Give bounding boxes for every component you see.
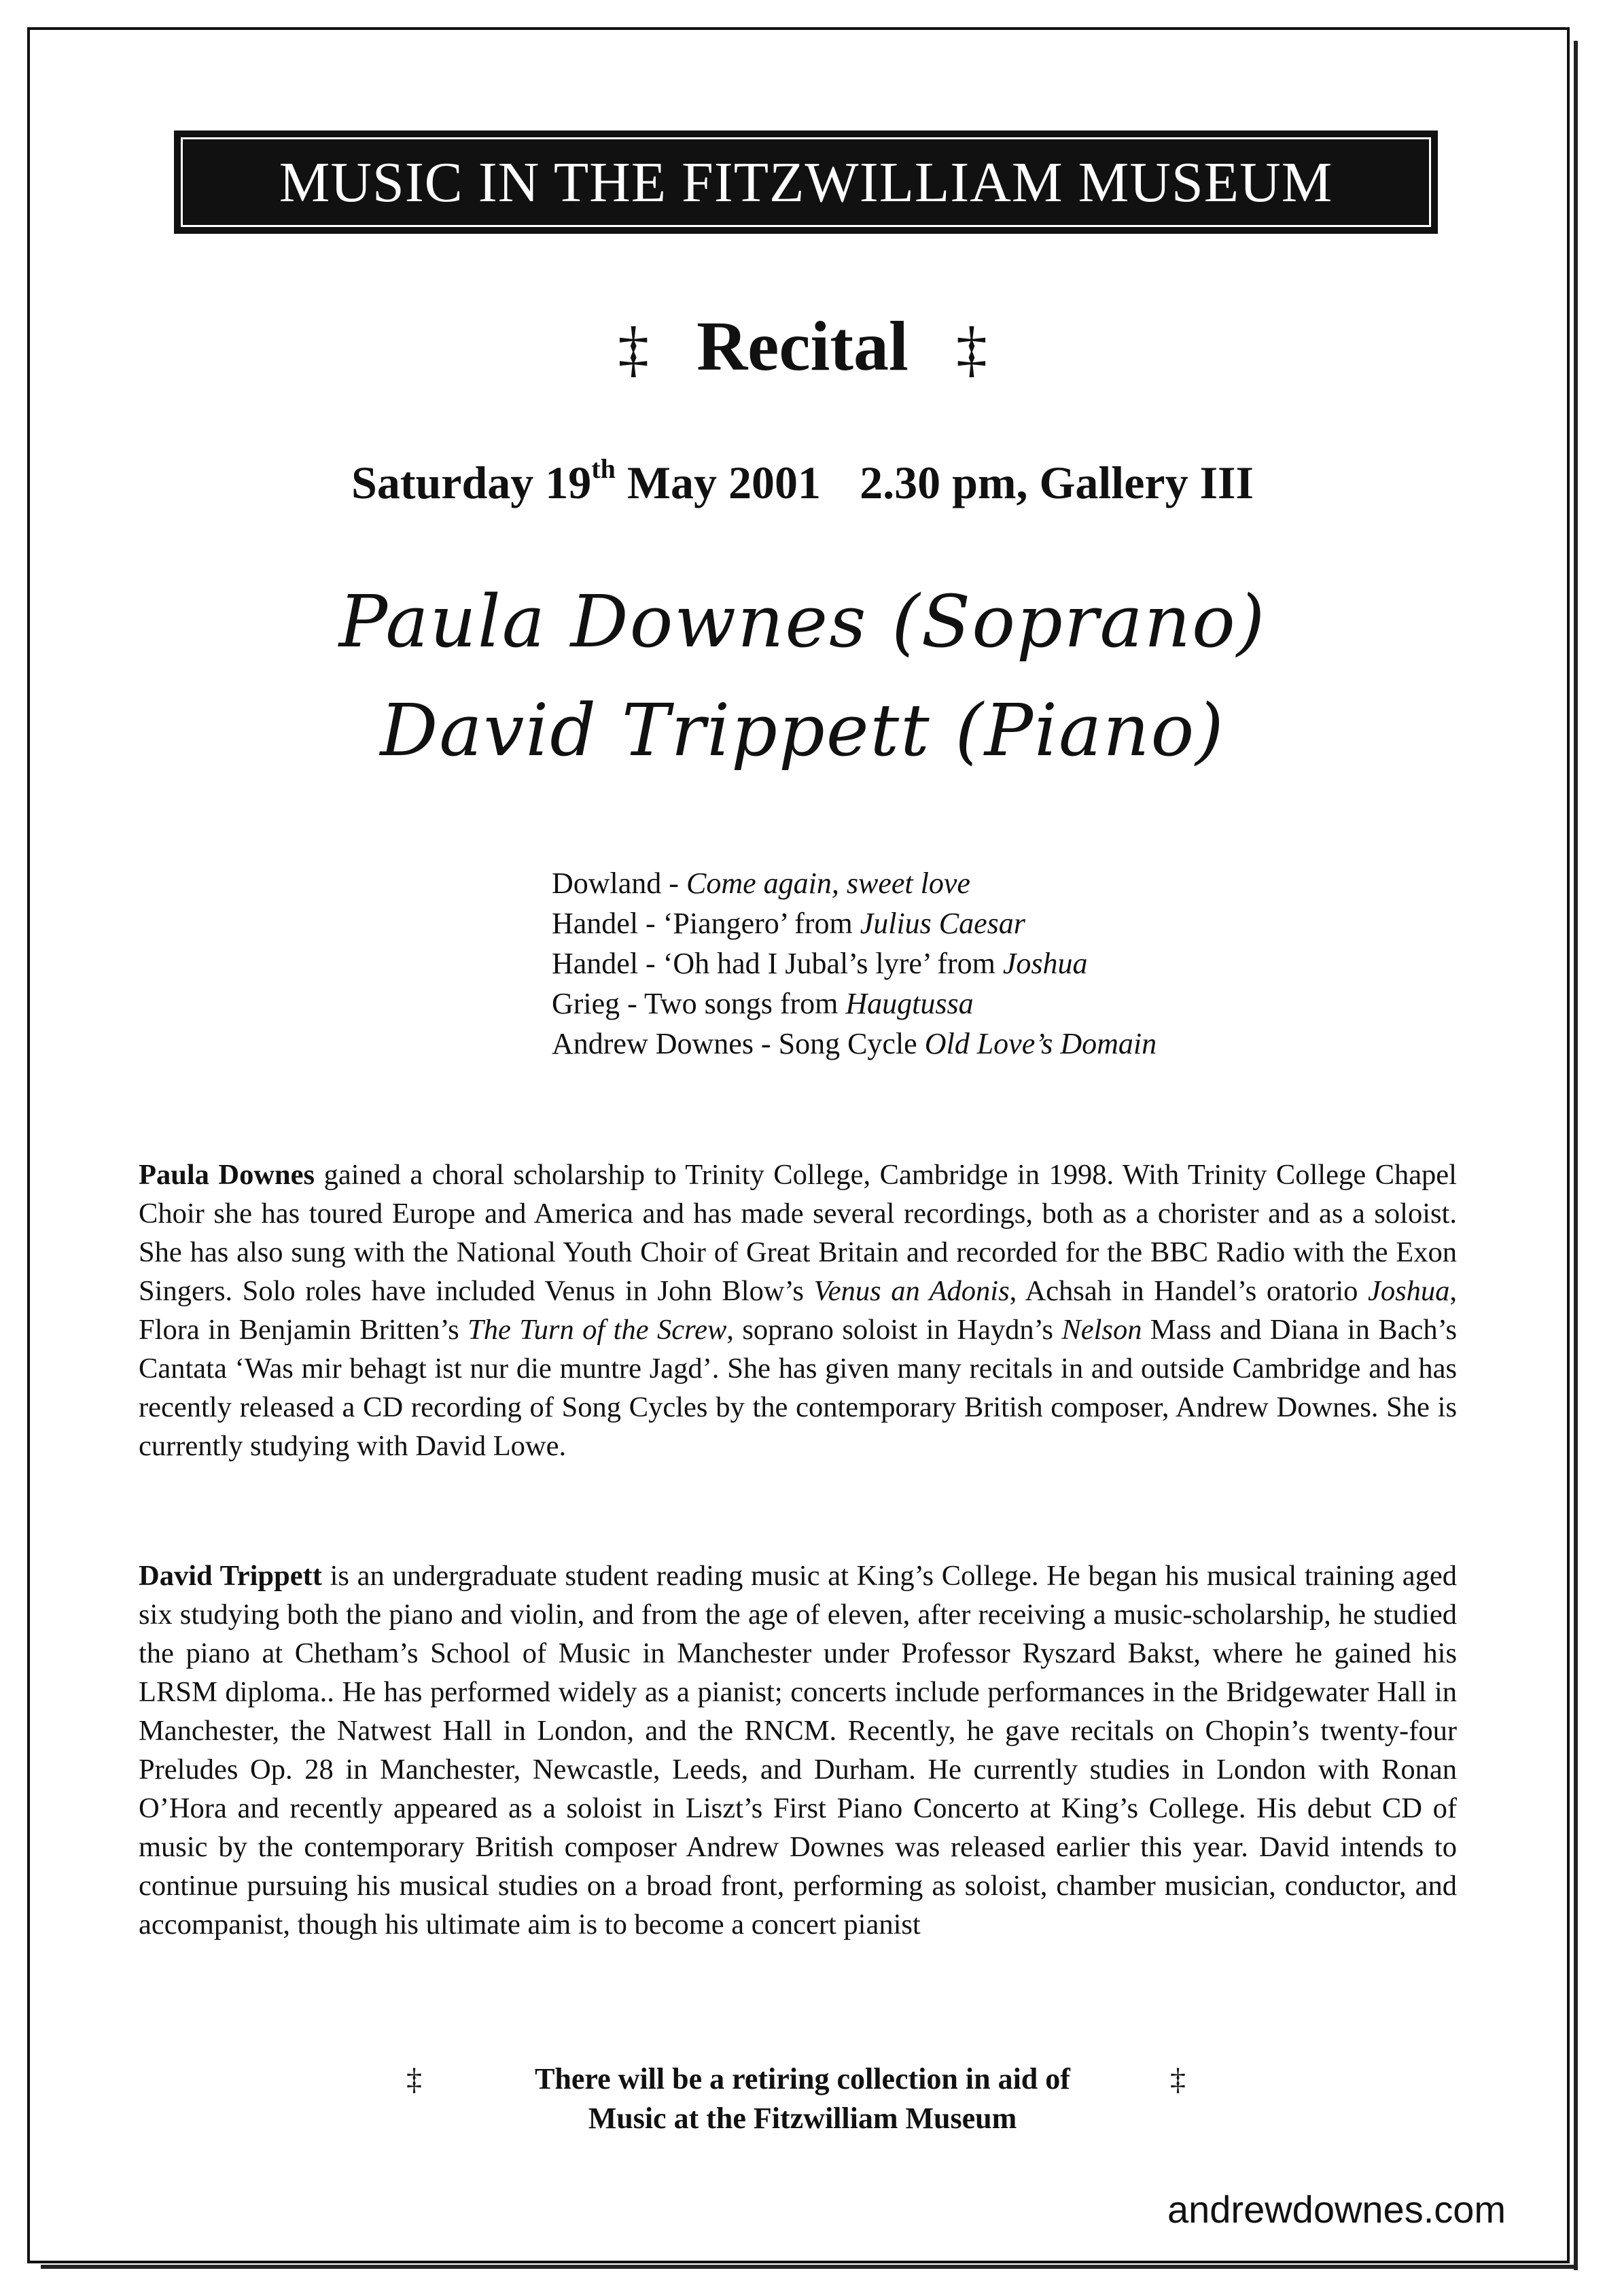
performer-soprano: Paula Downes (Soprano) xyxy=(338,580,1267,663)
recital-title: Recital xyxy=(696,307,909,385)
dagger-right-icon: ‡ xyxy=(955,314,987,383)
programme-item: Grieg - Two songs from Haugtussa xyxy=(552,987,974,1020)
event-day: Saturday 19 xyxy=(351,457,592,508)
dagger-left-icon: ‡ xyxy=(406,2062,422,2096)
event-dateline xyxy=(0,449,1605,517)
collection-notice xyxy=(0,2059,1605,2138)
programme-item: Andrew Downes - Song Cycle Old Love’s Domain xyxy=(552,1027,1157,1060)
banner-title: MUSIC IN THE FITZWILLIAM MUSEUM xyxy=(181,137,1431,227)
bio-david-name: David Trippett xyxy=(139,1560,322,1592)
page-border-shadow-bottom xyxy=(41,2265,1578,2269)
recital-heading xyxy=(0,299,1605,396)
event-month-year: May 2001 xyxy=(627,457,822,508)
collection-line-2: Music at the Fitzwilliam Museum xyxy=(588,2102,1017,2135)
dagger-right-icon: ‡ xyxy=(1170,2062,1186,2096)
event-day-suffix: th xyxy=(591,453,616,484)
bio-paula-name: Paula Downes xyxy=(139,1159,315,1191)
programme-item: Handel - ‘Oh had I Jubal’s lyre’ from Joshua xyxy=(552,947,1088,980)
website-url: andrewdownes.com xyxy=(1167,2188,1506,2231)
title-banner xyxy=(174,131,1438,234)
bio-david-trippett: David Trippett is an undergraduate student reading music at King’s College. He began his musical training aged six studying both the piano and violin, and from the age of eleven, after receiving a music-scholarship, he studied the piano at Chetham’s School of Music in Manchester under Professor Ryszard Bakst, where he gained his LRSM diploma.. He has performed widely as a pianist; concerts include performances in the Bridgewater Hall in Manchester, the Natwest Hall in London, and the RNCM. Recently, he gave recitals on Chopin’s twenty-four Preludes Op. 28 in Manchester, Newcastle, Leeds, and Durham. He currently studies in London with Ronan O’Hora and recently appeared as a soloist in Liszt’s First Piano Concerto at King’s College. His debut CD of music by the contemporary British composer Andrew Downes was released earlier this year. David intends to continue pursuing his musical studies on a broad front, performing as soloist, chamber musician, conductor, and accompanist, though his ultimate aim is to become a concert pianist xyxy=(139,1560,1457,1941)
event-time-place: 2.30 pm, Gallery III xyxy=(860,457,1254,508)
performer-piano: David Trippett (Piano) xyxy=(380,689,1225,772)
dagger-left-icon: ‡ xyxy=(618,314,650,383)
bio-paula-downes: Paula Downes gained a choral scholarship to Trinity College, Cambridge in 1998. With Trinity College Chapel Choir she has toured Europe and America and has made several recordings, both as a chorister and as a soloist. She has also sung with the National Youth Choir of Great Britain and recorded for the BBC Radio with the Exon Singers. Solo roles have included Venus in John Blow’s Venus an Adonis, Achsah in Handel’s oratorio Joshua, Flora in Benjamin Britten’s The Turn of the Screw, soprano soloist in Haydn’s Nelson Mass and Diana in Bach’s Cantata ‘Was mir behagt ist nur die muntre Jagd’. She has given many recitals in and outside Cambridge and has recently released a CD recording of Song Cycles by the contemporary British composer, Andrew Downes. She is currently studying with David Lowe. xyxy=(139,1159,1457,1462)
collection-line-1: There will be a retiring collection in aid of xyxy=(535,2062,1070,2095)
programme-list xyxy=(552,863,1157,1064)
programme-item: Handel - ‘Piangero’ from Julius Caesar xyxy=(552,907,1025,940)
programme-item: Dowland - Come again, sweet love xyxy=(552,867,970,900)
